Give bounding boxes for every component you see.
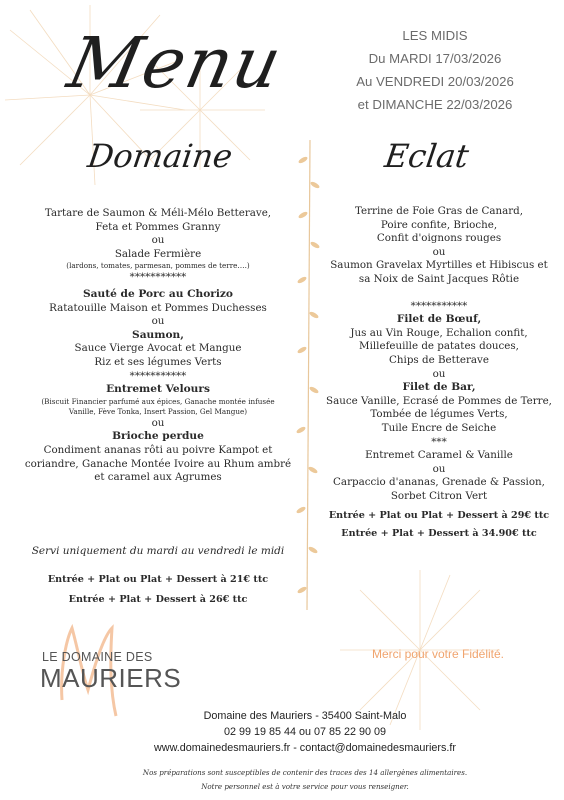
eclat-price-2: Entrée + Plat + Dessert à 34.90€ ttc	[341, 528, 537, 539]
menu-line: Chips de Betterave	[389, 353, 489, 366]
menu-line-bold: Sauté de Porc au Chorizo	[83, 287, 233, 300]
domaine-menu	[18, 207, 298, 485]
menu-line: Confit d'oignons rouges	[376, 232, 502, 245]
address: Domaine des Mauriers - 35400 Saint-Malo	[203, 710, 407, 722]
domaine-price-1: Entrée + Plat ou Plat + Dessert à 21€ ttc	[47, 574, 269, 585]
allergen-note: Nos préparations sont susceptibles de contenir des traces des 14 allergènes alimentaires.	[142, 768, 468, 777]
menu-line-note: (lardons, tomates, parmesan, pommes de terre….)	[66, 261, 250, 271]
menu-line-note: Vanille, Fève Tonka, Insert Passion, Gel Mangue)	[68, 406, 248, 416]
logo-line-1: LE DOMAINE DES	[42, 650, 153, 664]
separator: ***********	[410, 299, 468, 312]
separator: ***********	[129, 271, 187, 284]
menu-title: Menu	[61, 22, 290, 104]
menu-line: Tuile Encre de Seiche	[381, 421, 497, 434]
menu-line: Condiment ananas rôti au poivre Kampot et	[43, 443, 273, 456]
branch-divider	[296, 140, 321, 610]
menu-line: ou	[151, 315, 165, 328]
eclat-menu	[320, 205, 558, 503]
separator: ***	[431, 435, 447, 448]
menu-line: sa Noix de Saint Jacques Rôtie	[358, 272, 520, 285]
eclat-title: Eclat	[382, 137, 472, 175]
eclat-price-1: Entrée + Plat ou Plat + Dessert à 29€ ttc	[328, 510, 550, 521]
menu-line-note: (Biscuit Financier parfumé aux épices, Ganache montée infusée	[41, 396, 275, 406]
domaine-price-2: Entrée + Plat + Dessert à 26€ ttc	[68, 594, 248, 605]
thank-you-text: Merci pour votre Fidélité.	[371, 647, 505, 661]
menu-line: ou	[432, 367, 446, 380]
menu-line: Riz et ses légumes Verts	[94, 355, 222, 368]
logo-line-2: MAURIERS	[40, 663, 182, 693]
menu-line: ou	[151, 234, 165, 247]
menu-line-bold: Saumon,	[132, 328, 184, 341]
menu-line-bold: Brioche perdue	[112, 430, 204, 443]
menu-line-bold: Filet de Bœuf,	[396, 313, 482, 326]
served-note: Servi uniquement du mardi au vendredi le midi	[31, 545, 285, 557]
menu-line: Tartare de Saumon & Méli-Mélo Betterave,	[44, 207, 272, 219]
menu-line: Ratatouille Maison et Pommes Duchesses	[49, 301, 267, 314]
menu-line: Salade Fermière	[114, 247, 202, 260]
domaine-title: Domaine	[85, 137, 235, 175]
date-line: et DIMANCHE 22/03/2026	[357, 97, 513, 112]
date-line: LES MIDIS	[402, 28, 468, 43]
menu-line: et caramel aux Agrumes	[94, 471, 222, 484]
menu-line: Poire confite, Brioche,	[380, 218, 498, 231]
separator: ***********	[129, 369, 187, 382]
menu-line: Millefeuille de patates douces,	[359, 340, 519, 353]
date-block	[330, 24, 540, 116]
menu-line: Entremet Caramel & Vanille	[365, 449, 513, 462]
menu-line: Feta et Pommes Granny	[95, 220, 221, 233]
menu-line: Tombée de légumes Verts,	[370, 408, 508, 421]
date-line: Du MARDI 17/03/2026	[368, 51, 502, 66]
menu-line-bold: Filet de Bar,	[402, 381, 476, 394]
menu-line: Carpaccio d'ananas, Grenade & Passion,	[333, 476, 545, 489]
menu-line: ou	[432, 462, 446, 475]
phone-numbers[interactable]: 02 99 19 85 44 ou 07 85 22 90 09	[223, 726, 387, 738]
date-line: Au VENDREDI 20/03/2026	[356, 74, 514, 89]
menu-line: Saumon Gravelax Myrtilles et Hibiscus et	[330, 259, 548, 272]
menu-line: coriandre, Ganache Montée Ivoire au Rhum ambré	[24, 457, 292, 470]
menu-line: ou	[432, 245, 446, 258]
menu-line: Sauce Vanille, Ecrasé de Pommes de Terre,	[326, 394, 552, 407]
menu-line: Sauce Vierge Avocat et Mangue	[74, 342, 242, 355]
menu-line: ou	[151, 416, 165, 429]
staff-note: Notre personnel est à votre service pour vous renseigner.	[201, 782, 409, 791]
website-email[interactable]: www.domainedesmauriers.fr - contact@domainedesmauriers.fr	[154, 742, 456, 754]
menu-line-bold: Entremet Velours	[106, 383, 210, 396]
menu-line: Sorbet Citron Vert	[390, 489, 488, 502]
menu-line: Terrine de Foie Gras de Canard,	[354, 205, 524, 217]
menu-line: Jus au Vin Rouge, Echalion confit,	[350, 326, 528, 339]
